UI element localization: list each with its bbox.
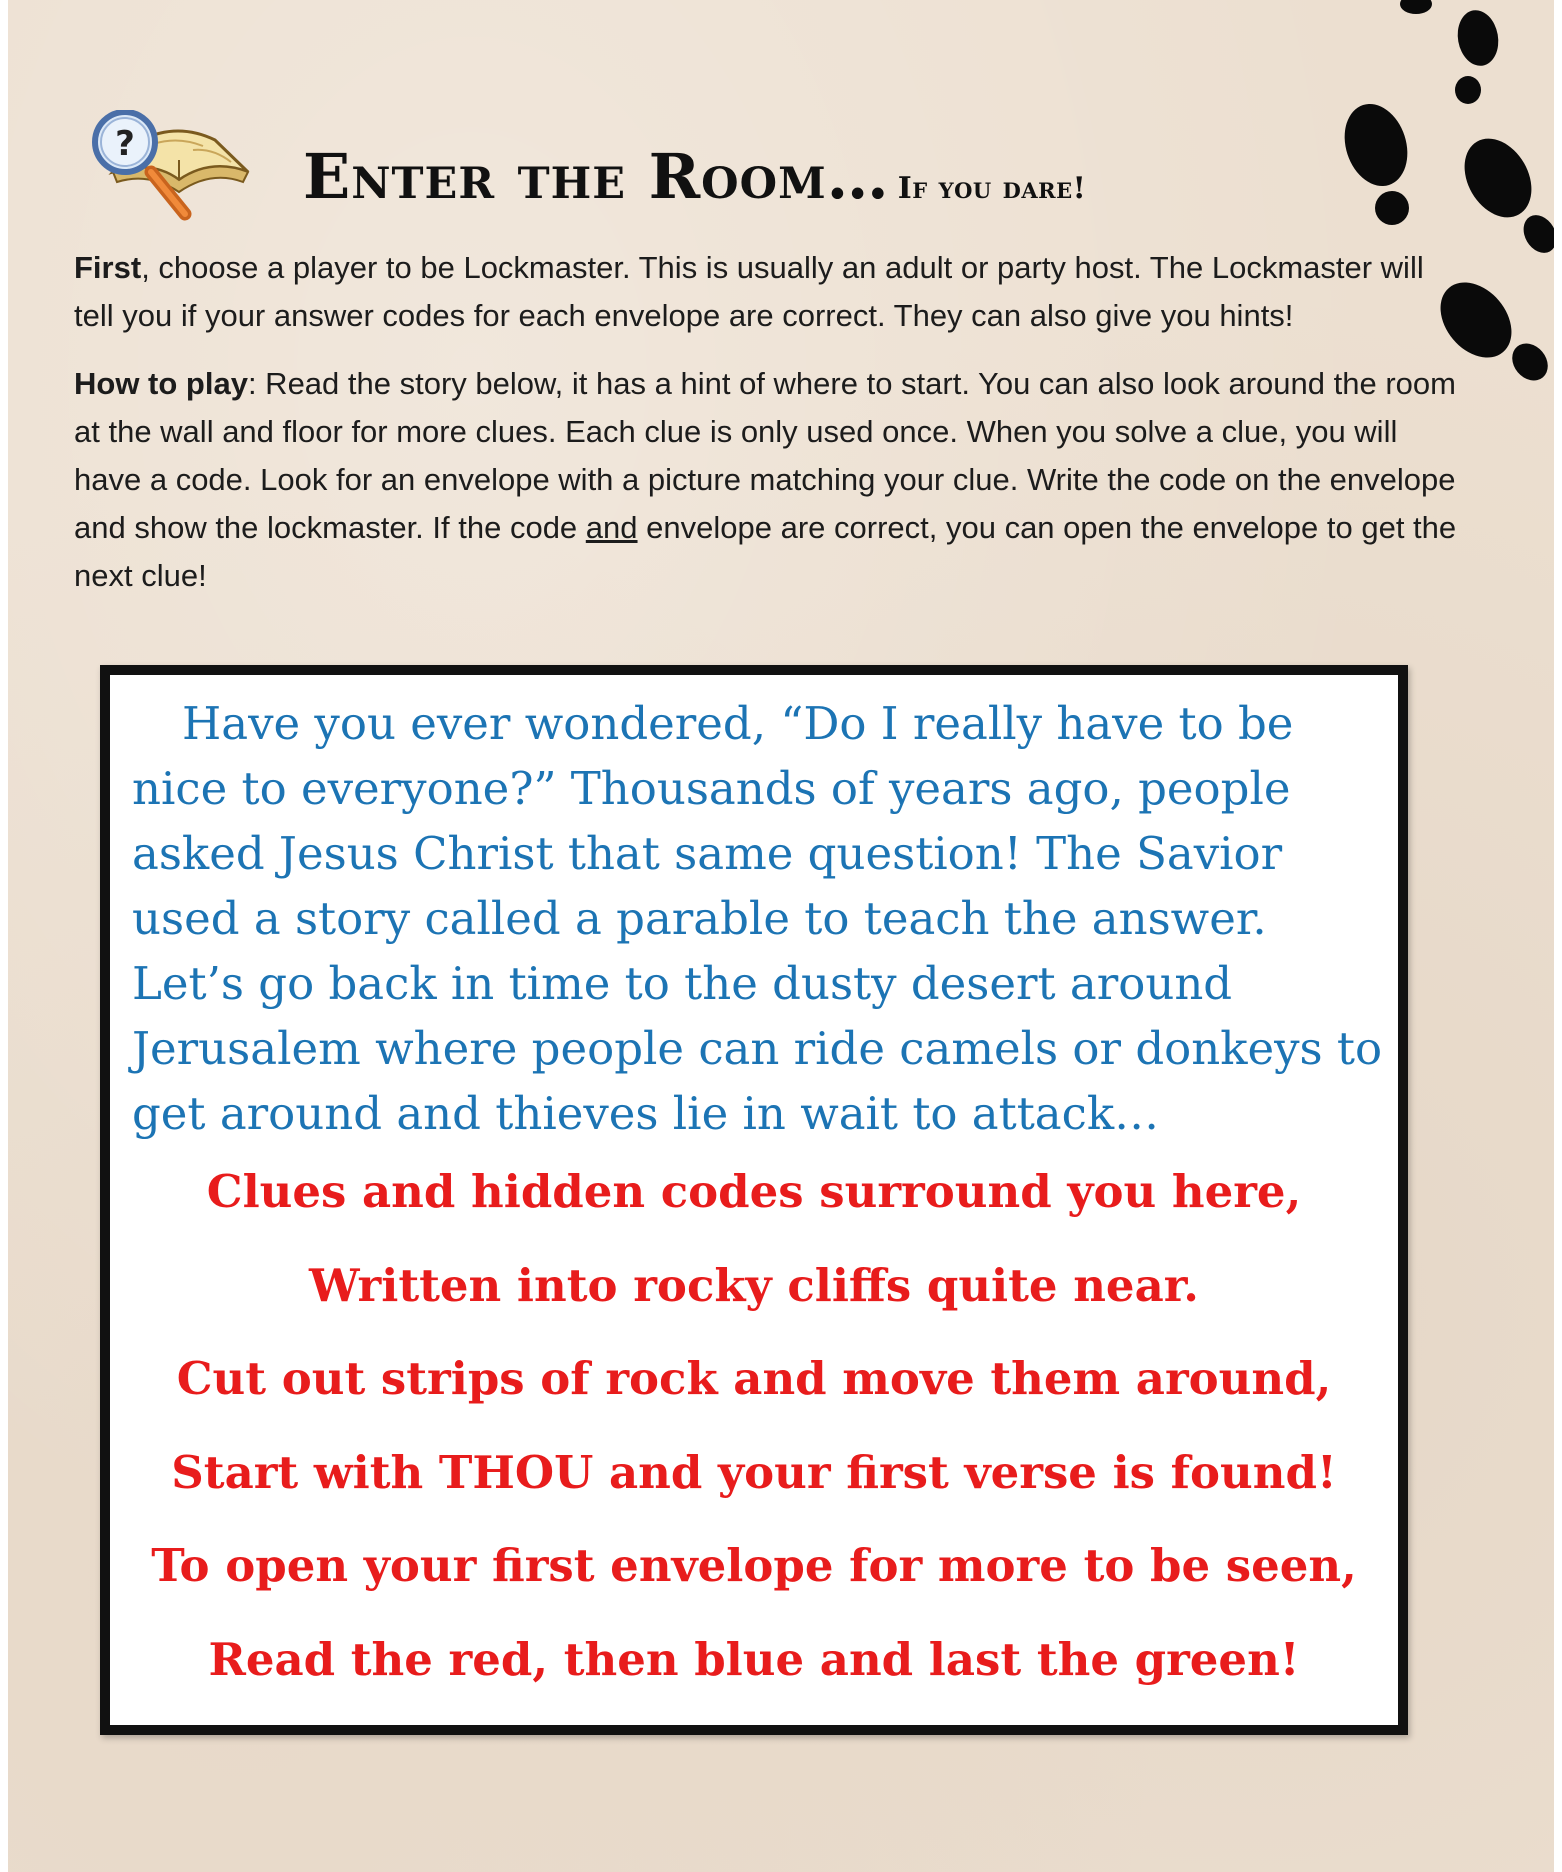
howto-label: How to play xyxy=(74,366,248,401)
howto-text-b: envelope are correct, you can open the envelope to get the next clue! xyxy=(74,510,1457,593)
story-text: Have you ever wondered, “Do I really have to be nice to everyone?” Thousands of years ago, people asked Jesus Christ that same question! The Savior used a story called a parable to teach the answer. Let’s go back in time to the dusty desert around Jerusalem where people can ride camels or donkeys to get around and thieves lie in wait to attack… xyxy=(132,697,1383,1140)
first-label: First xyxy=(74,250,142,285)
poem-line: Clues and hidden codes surround you here, xyxy=(206,1165,1302,1218)
title-subtitle: If you dare! xyxy=(897,171,1087,206)
first-text: , choose a player to be Lockmaster. This is usually an adult or party host. The Lockmaster will tell you if your answer codes for each envelope are correct. They can also give you hints! xyxy=(74,250,1424,333)
page-title xyxy=(303,140,1303,220)
poem-line: To open your first envelope for more to be seen, xyxy=(151,1539,1357,1592)
howto-and: and xyxy=(585,510,638,545)
poem-line: Cut out strips of rock and move them around, xyxy=(176,1352,1332,1405)
page-background xyxy=(8,0,1554,1872)
poem-line: Read the red, then blue and last the green! xyxy=(208,1632,1300,1686)
svg-text:?: ? xyxy=(115,124,135,164)
magnifying-glass-book-icon xyxy=(83,110,253,230)
instructions-howto-paragraph xyxy=(74,360,1464,600)
story-box xyxy=(100,665,1408,1735)
title-main: Enter the Room… xyxy=(303,140,890,213)
poem-line: Start with THOU and your first verse is found! xyxy=(171,1445,1337,1499)
poem-line: Written into rocky cliffs quite near. xyxy=(309,1258,1199,1312)
instructions-first-paragraph xyxy=(74,244,1464,340)
poem xyxy=(110,1145,1398,1706)
howto-text-a: : Read the story below, it has a hint of where to start. You can also look around the room at the wall and floor for more clues. Each clue is only used once. When you solve a clue, you will have a code. Look for an envelope with a picture matching your clue. Write the code on the envelope and show the lockmaster. If the code xyxy=(74,366,1456,545)
